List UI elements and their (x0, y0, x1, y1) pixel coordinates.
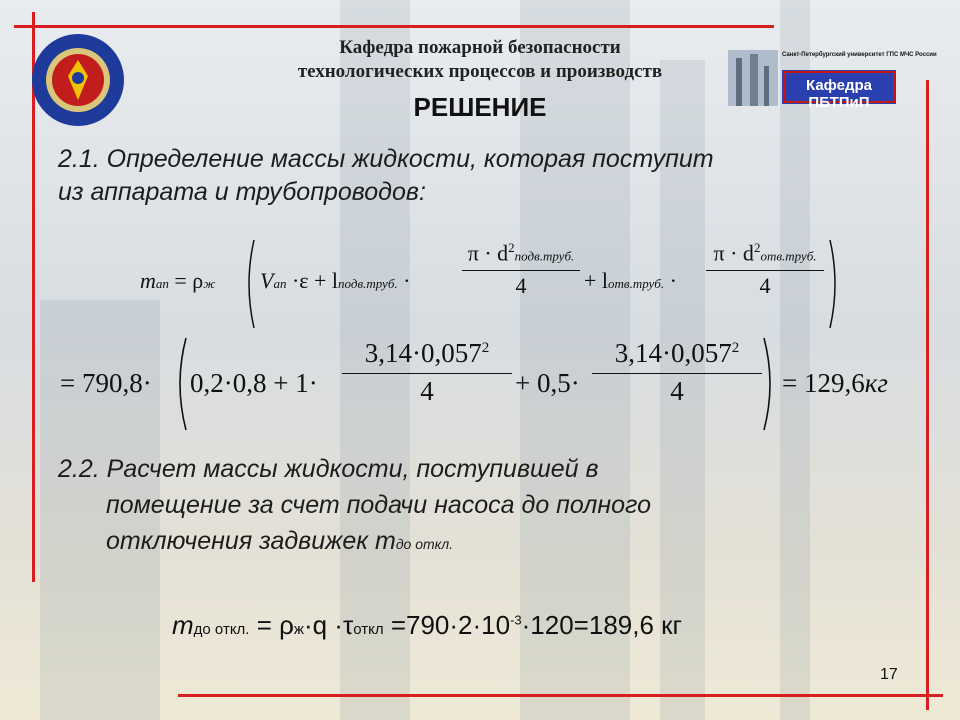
formula1-num1: π · d (467, 240, 509, 266)
formula3-tau-sub: откл (353, 621, 384, 638)
formula-mass-apparatus (140, 238, 850, 330)
frame-top-line (14, 25, 774, 28)
section-1-line-1: 2.1. Определение массы жидкости, которая поступит (58, 145, 714, 173)
header-line-1: Кафедра пожарной безопасности (339, 37, 621, 58)
formula1-v: V (260, 268, 274, 293)
formula3-rho-sub: ж (293, 621, 304, 638)
formula1-num1-sup: 2 (508, 240, 515, 255)
formula2-unit: кг (864, 368, 888, 398)
formula2-result: = 129,6 (782, 368, 865, 398)
header-line-2: технологических процессов и производств (297, 61, 663, 82)
page-number: 17 (880, 666, 898, 683)
formula3-eq-rho: = ρ (249, 610, 294, 640)
formula2-den-1: 4 (342, 373, 512, 407)
formula1-eps: ·ε + l (291, 268, 339, 293)
formula1-num2-sub: отв.труб. (760, 248, 817, 264)
formula1-l2-sub: отв.труб. (608, 276, 665, 291)
frame-bottom-line (178, 694, 943, 697)
formula1-den-2: 4 (706, 270, 824, 299)
formula1-l1-sub: подв.труб. (338, 276, 398, 291)
formula1-eq-rho: = ρ (174, 268, 204, 293)
section-2-line-1: 2.2. Расчет массы жидкости, поступившей в (58, 455, 599, 483)
formula1-v-sub: ап (273, 276, 287, 291)
section-2-line-3-sub: до откл. (395, 536, 454, 552)
formula1-den-1: 4 (462, 270, 580, 299)
formula-mass-numeric (60, 336, 930, 432)
formula-mass-pump (172, 610, 682, 641)
formula3-calc: =790·2·10 (383, 610, 511, 640)
formula3-q-tau: ·q ·τ (303, 610, 354, 640)
section-2-line-3: отключения задвижек m (106, 527, 396, 555)
formula3-m-sub: до откл. (193, 621, 250, 638)
logo-name: Кафедра ПБТПиП (806, 77, 872, 111)
formula2-num-1: 3,14·0,057 (364, 338, 482, 368)
formula1-num1-sub: подв.труб. (514, 248, 575, 264)
formula1-plus-l: + l (584, 268, 609, 293)
formula3-m: m (172, 610, 194, 640)
formula1-m: m (140, 268, 156, 293)
formula1-m-sub: ап (155, 276, 169, 291)
slide-title: РЕШЕНИЕ (413, 92, 547, 122)
formula1-rho-sub: ж (203, 276, 216, 291)
section-2-line-3-wrap (106, 525, 453, 561)
formula3-rest: ·120=189,6 кг (521, 610, 683, 640)
section-2-line-2: помещение за счет подачи насоса до полного (106, 491, 651, 519)
formula2-start: = 790,8· (60, 368, 152, 398)
formula1-num2: π · d (713, 240, 754, 266)
formula2-num-2: 3,14·0,057 (614, 338, 732, 368)
formula1-dot-2: · (669, 268, 677, 293)
logo-top-text: Санкт-Петербургский университет ГПС МЧС России (782, 52, 937, 58)
formula1-num2-sup: 2 (753, 240, 761, 255)
formula2-sup-2: 2 (731, 340, 740, 356)
formula2-mid: + 0,5· (515, 368, 580, 398)
formula2-inner: 0,2·0,8 + 1· (190, 368, 318, 398)
formula1-dot-1: · (403, 268, 411, 293)
formula2-sup-1: 2 (481, 340, 490, 356)
section-1-line-2: из аппарата и трубопроводов: (58, 178, 426, 206)
formula2-den-2: 4 (592, 373, 762, 407)
formula3-exp: -3 (510, 612, 522, 628)
